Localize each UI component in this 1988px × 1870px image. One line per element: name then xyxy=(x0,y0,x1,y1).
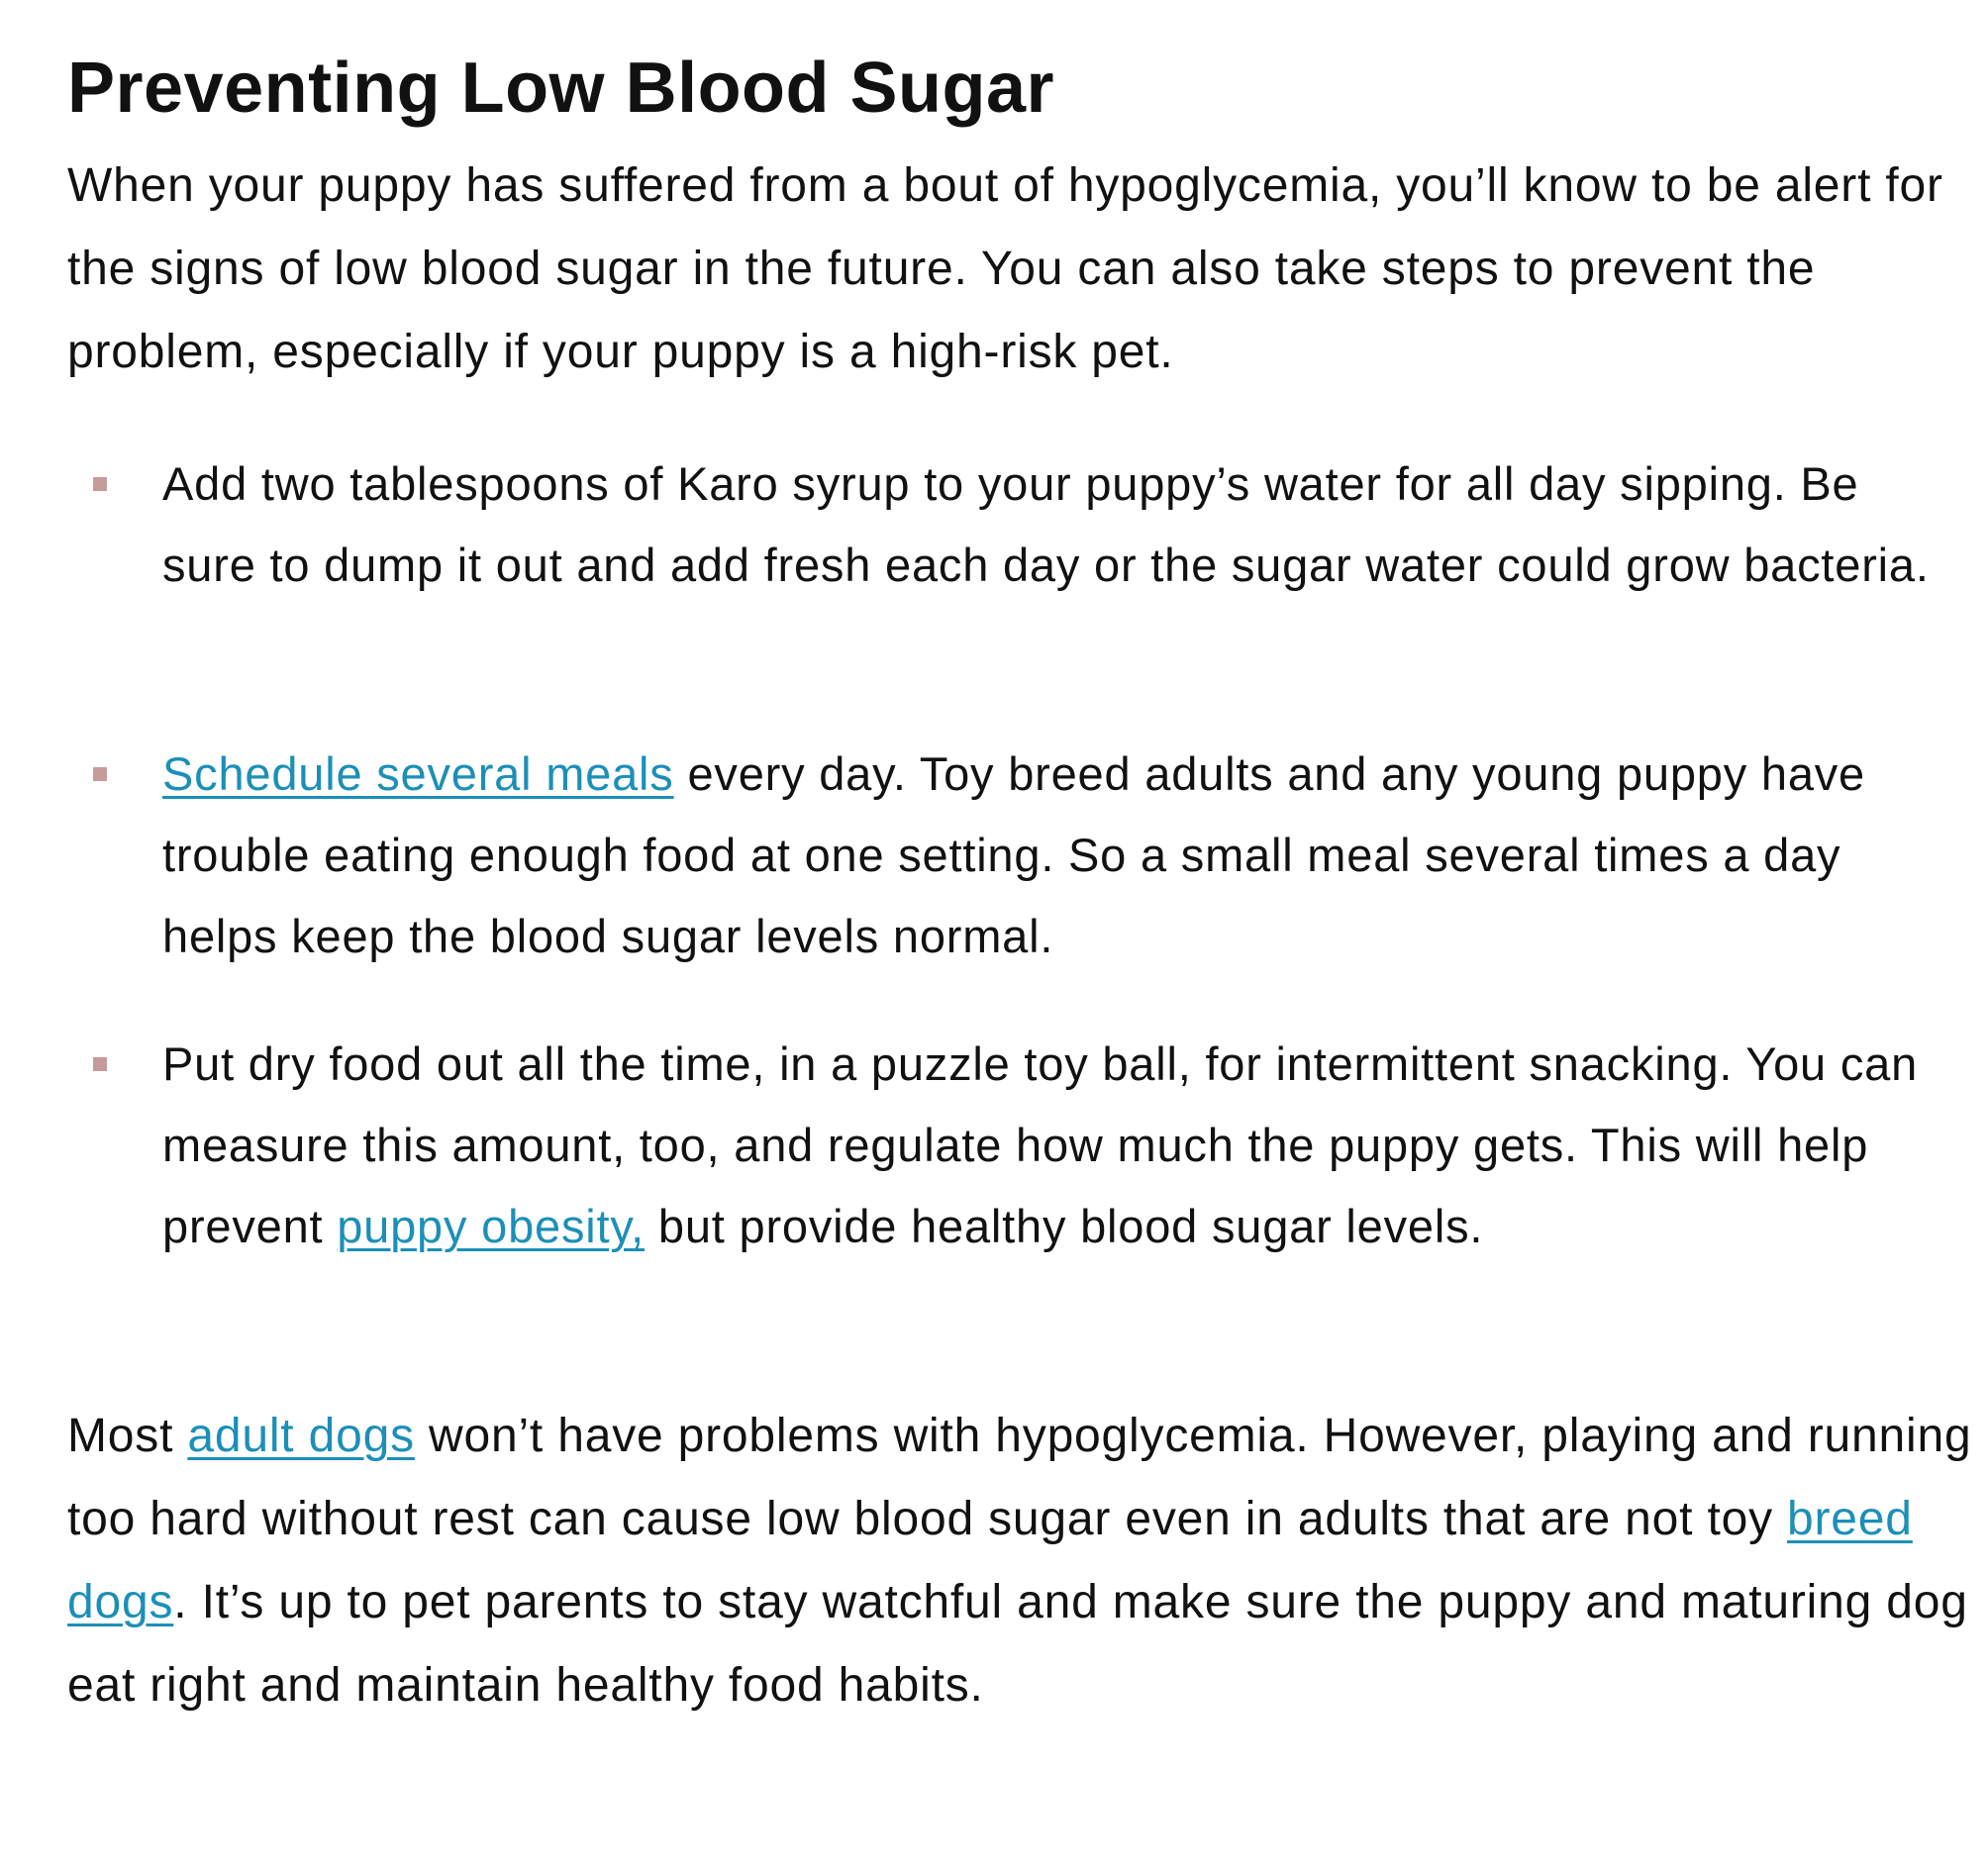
closing-text: Most xyxy=(67,1410,188,1462)
tip-text: Add two tablespoons of Karo syrup to your puppy’s water for all day sipping. Be sure to dump it out and add fresh each day or the sugar water could grow bacteria. xyxy=(162,457,1930,591)
square-bullet-icon xyxy=(93,767,107,781)
schedule-meals-link[interactable]: Schedule several meals xyxy=(162,747,674,800)
list-item xyxy=(162,1024,1935,1267)
closing-text: . It’s up to pet parents to stay watchful and make sure the puppy and maturing dog eat right and maintain healthy food habits. xyxy=(67,1576,1968,1712)
list-item xyxy=(162,443,1935,606)
section-heading: Preventing Low Blood Sugar xyxy=(67,49,1055,128)
intro-paragraph: When your puppy has suffered from a bout of hypoglycemia, you’ll know to be alert for the signs of low blood sugar in the future. You can also take steps to prevent the problem, especially if your puppy is a high-risk pet. xyxy=(67,159,1943,378)
breed-dogs-link[interactable]: breed dogs xyxy=(67,1493,1913,1628)
tip-text: every day. Toy breed adults and any young puppy have trouble eating enough food at one setting. So a small meal several times a day helps keep the blood sugar levels normal. xyxy=(162,747,1865,962)
square-bullet-icon xyxy=(93,477,107,491)
adult-dogs-link[interactable]: adult dogs xyxy=(187,1410,415,1462)
puppy-obesity-link[interactable]: puppy obesity, xyxy=(337,1200,646,1252)
list-item xyxy=(162,734,1935,977)
closing-paragraph xyxy=(67,1395,1978,1727)
tip-text: Put dry food out all the time, in a puzzle toy ball, for intermittent snacking. You can measure this amount, too, and regulate how much the puppy gets. This will help prevent xyxy=(162,1037,1919,1252)
tip-text: but provide healthy blood sugar levels. xyxy=(645,1200,1484,1252)
square-bullet-icon xyxy=(93,1057,107,1071)
closing-text: won’t have problems with hypoglycemia. However, playing and running too hard without rest can cause low blood sugar even in adults that are not toy xyxy=(67,1410,1972,1545)
